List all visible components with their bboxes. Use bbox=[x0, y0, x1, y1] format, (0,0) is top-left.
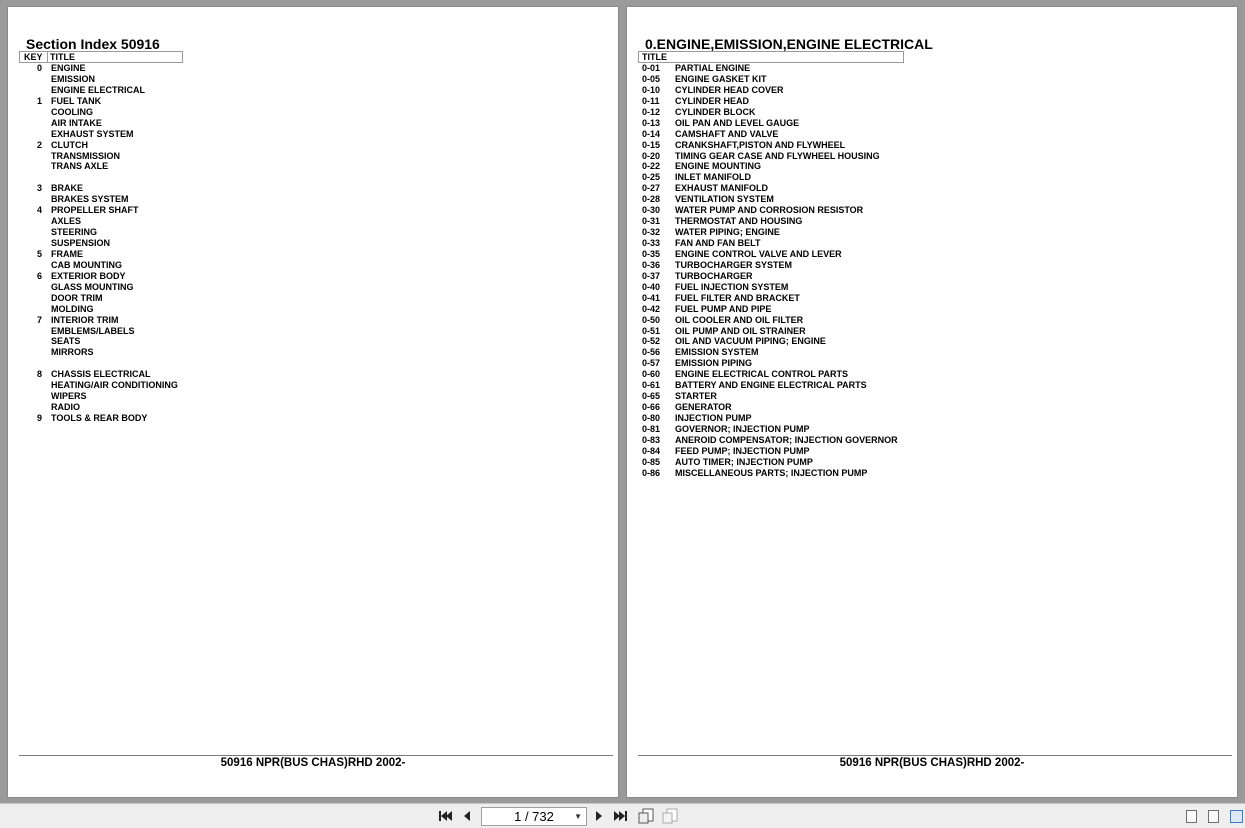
row-key: 7 bbox=[36, 314, 42, 325]
list-item[interactable] bbox=[8, 326, 618, 337]
row-title[interactable]: FUEL PUMP AND PIPE bbox=[675, 303, 772, 314]
row-title[interactable]: BRAKES SYSTEM bbox=[51, 194, 129, 205]
row-title[interactable]: EXHAUST MANIFOLD bbox=[675, 183, 768, 194]
list-item[interactable] bbox=[627, 315, 1237, 326]
list-item[interactable] bbox=[8, 172, 618, 183]
list-item[interactable] bbox=[627, 216, 1237, 227]
row-title[interactable]: EMISSION bbox=[51, 73, 96, 84]
list-item[interactable] bbox=[627, 249, 1237, 260]
row-title[interactable]: STEERING bbox=[51, 227, 98, 238]
row-title[interactable]: SUSPENSION bbox=[51, 238, 111, 248]
row-key: 5 bbox=[36, 248, 42, 259]
row-title[interactable]: CYLINDER HEAD COVER bbox=[675, 84, 784, 95]
single-page-view-icon[interactable] bbox=[1186, 810, 1197, 823]
list-item[interactable] bbox=[8, 183, 618, 194]
continuous-view-icon[interactable] bbox=[1208, 810, 1219, 823]
row-key: 6 bbox=[36, 270, 42, 281]
row-code: 0-56 bbox=[642, 347, 661, 358]
row-title[interactable]: TRANS AXLE bbox=[51, 161, 109, 172]
header-title: TITLE bbox=[50, 52, 75, 62]
row-code: 0-25 bbox=[642, 172, 661, 183]
row-title[interactable]: ENGINE MOUNTING bbox=[675, 161, 762, 172]
row-title[interactable]: GOVERNOR; INJECTION PUMP bbox=[675, 423, 810, 434]
list-item[interactable] bbox=[8, 194, 618, 205]
list-item[interactable] bbox=[8, 227, 618, 238]
row-code: 0-37 bbox=[642, 270, 661, 281]
list-item[interactable] bbox=[627, 129, 1237, 140]
row-code: 0-10 bbox=[642, 84, 661, 95]
row-title[interactable]: PROPELLER SHAFT bbox=[51, 205, 139, 216]
list-item[interactable] bbox=[8, 96, 618, 107]
row-code: 0-11 bbox=[642, 95, 660, 106]
row-code: 0-85 bbox=[642, 456, 661, 467]
row-title[interactable]: MISCELLANEOUS PARTS; INJECTION PUMP bbox=[675, 467, 868, 478]
list-item[interactable] bbox=[627, 282, 1237, 293]
row-code: 0-42 bbox=[642, 303, 661, 314]
row-title[interactable]: TURBOCHARGER bbox=[675, 270, 753, 281]
list-item[interactable] bbox=[627, 74, 1237, 85]
list-item[interactable] bbox=[627, 446, 1237, 457]
row-title[interactable]: ENGINE ELECTRICAL CONTROL PARTS bbox=[675, 369, 849, 380]
list-item[interactable] bbox=[8, 380, 618, 391]
row-title[interactable]: DOOR TRIM bbox=[51, 292, 103, 303]
row-title[interactable]: TURBOCHARGER SYSTEM bbox=[675, 259, 793, 270]
row-title[interactable]: EMBLEMS/LABELS bbox=[51, 325, 135, 336]
row-code: 0-50 bbox=[642, 314, 661, 325]
row-title[interactable]: GENERATOR bbox=[675, 402, 732, 413]
list-item[interactable] bbox=[8, 151, 618, 162]
list-item[interactable] bbox=[8, 216, 618, 227]
row-title[interactable]: ENGINE CONTROL VALVE AND LEVER bbox=[675, 248, 842, 259]
row-key: 4 bbox=[36, 205, 42, 216]
list-item[interactable] bbox=[8, 347, 618, 358]
page-indicator: 1 / 732 bbox=[514, 809, 554, 824]
row-title[interactable]: FUEL FILTER AND BRACKET bbox=[675, 292, 800, 303]
row-code: 0-31 bbox=[642, 216, 661, 227]
row-title[interactable]: ENGINE ELECTRICAL bbox=[51, 84, 146, 95]
list-item[interactable] bbox=[8, 85, 618, 96]
row-title[interactable]: FEED PUMP; INJECTION PUMP bbox=[675, 445, 810, 456]
row-code: 0-83 bbox=[642, 434, 661, 445]
row-code: 0-05 bbox=[642, 73, 661, 84]
parts-index-list bbox=[627, 63, 1237, 479]
row-title[interactable]: EXHAUST SYSTEM bbox=[51, 128, 134, 139]
row-title[interactable]: RADIO bbox=[51, 402, 80, 413]
footer-divider bbox=[638, 755, 1232, 756]
row-title[interactable]: FRAME bbox=[51, 248, 83, 259]
page-left bbox=[7, 6, 619, 798]
page-number-select[interactable] bbox=[481, 807, 587, 826]
list-item[interactable] bbox=[8, 249, 618, 260]
list-item[interactable] bbox=[8, 238, 618, 249]
section-index-list bbox=[8, 63, 618, 424]
row-title[interactable]: PARTIAL ENGINE bbox=[675, 63, 751, 73]
list-item[interactable] bbox=[627, 391, 1237, 402]
facing-pages-view-icon[interactable] bbox=[1230, 810, 1243, 823]
next-page-icon[interactable] bbox=[590, 808, 608, 824]
list-item[interactable] bbox=[627, 227, 1237, 238]
list-item[interactable] bbox=[627, 380, 1237, 391]
list-item[interactable] bbox=[627, 402, 1237, 413]
row-title[interactable]: OIL COOLER AND OIL FILTER bbox=[675, 314, 804, 325]
row-code: 0-15 bbox=[642, 139, 661, 150]
list-item[interactable] bbox=[8, 129, 618, 140]
list-item[interactable] bbox=[627, 369, 1237, 380]
list-item[interactable] bbox=[627, 151, 1237, 162]
footer-divider bbox=[19, 755, 613, 756]
list-item[interactable] bbox=[8, 402, 618, 413]
row-code: 0-52 bbox=[642, 336, 661, 347]
list-item[interactable] bbox=[627, 347, 1237, 358]
list-item[interactable] bbox=[627, 205, 1237, 216]
fit-width-icon[interactable] bbox=[661, 808, 679, 824]
row-title[interactable]: AIR INTAKE bbox=[51, 117, 102, 128]
row-code: 0-12 bbox=[642, 106, 661, 117]
row-title[interactable]: WIPERS bbox=[51, 391, 87, 402]
row-key: 1 bbox=[36, 95, 42, 106]
list-item[interactable] bbox=[627, 326, 1237, 337]
row-code: 0-57 bbox=[642, 358, 661, 369]
row-title[interactable]: VENTILATION SYSTEM bbox=[675, 194, 774, 205]
list-item[interactable] bbox=[627, 424, 1237, 435]
row-title[interactable]: AUTO TIMER; INJECTION PUMP bbox=[675, 456, 813, 467]
row-code: 0-20 bbox=[642, 150, 661, 161]
list-item[interactable] bbox=[627, 118, 1237, 129]
row-title[interactable]: CAB MOUNTING bbox=[51, 259, 122, 270]
list-item[interactable] bbox=[8, 205, 618, 216]
list-item[interactable] bbox=[8, 369, 618, 380]
row-code: 0-81 bbox=[642, 423, 661, 434]
list-item[interactable] bbox=[8, 140, 618, 151]
row-code: 0-66 bbox=[642, 402, 661, 413]
table-header bbox=[638, 51, 904, 63]
row-code: 0-13 bbox=[642, 117, 661, 128]
row-code: 0-86 bbox=[642, 467, 661, 478]
list-item[interactable] bbox=[627, 260, 1237, 271]
header-title: TITLE bbox=[642, 52, 667, 62]
row-key: 8 bbox=[36, 369, 42, 380]
list-item[interactable] bbox=[627, 96, 1237, 107]
row-title[interactable]: TIMING GEAR CASE AND FLYWHEEL HOUSING bbox=[675, 150, 880, 161]
row-title[interactable]: WATER PIPING; ENGINE bbox=[675, 227, 780, 238]
row-code: 0-51 bbox=[642, 325, 661, 336]
row-key: 9 bbox=[36, 413, 42, 423]
row-title[interactable]: ENGINE bbox=[51, 63, 86, 73]
list-item[interactable] bbox=[8, 358, 618, 369]
row-title[interactable]: CAMSHAFT AND VALVE bbox=[675, 128, 779, 139]
page-right bbox=[626, 6, 1238, 798]
list-item[interactable] bbox=[627, 194, 1237, 205]
list-item[interactable] bbox=[627, 161, 1237, 172]
section-title: Section Index 50916 bbox=[26, 36, 160, 52]
list-item[interactable] bbox=[627, 271, 1237, 282]
list-item[interactable] bbox=[627, 293, 1237, 304]
page-footer: 50916 NPR(BUS CHAS)RHD 2002- bbox=[839, 757, 1025, 769]
list-item[interactable] bbox=[8, 63, 618, 74]
row-title[interactable]: INJECTION PUMP bbox=[675, 413, 752, 423]
list-item[interactable] bbox=[8, 107, 618, 118]
row-code: 0-40 bbox=[642, 281, 661, 292]
list-item[interactable] bbox=[627, 413, 1237, 424]
row-code: 0-01 bbox=[642, 63, 661, 73]
list-item[interactable] bbox=[8, 260, 618, 271]
row-code: 0-14 bbox=[642, 128, 661, 139]
row-key: 2 bbox=[36, 139, 42, 150]
row-code: 0-22 bbox=[642, 161, 661, 172]
row-title[interactable]: AXLES bbox=[51, 216, 82, 227]
row-code: 0-84 bbox=[642, 445, 661, 456]
row-title[interactable]: THERMOSTAT AND HOUSING bbox=[675, 216, 803, 227]
row-title[interactable]: WATER PUMP AND CORROSION RESISTOR bbox=[675, 205, 864, 216]
row-code: 0-32 bbox=[642, 227, 661, 238]
list-item[interactable] bbox=[627, 107, 1237, 118]
list-item[interactable] bbox=[627, 63, 1237, 74]
row-title[interactable]: HEATING/AIR CONDITIONING bbox=[51, 380, 178, 391]
row-title[interactable]: EMISSION SYSTEM bbox=[675, 347, 759, 358]
row-title[interactable]: ENGINE GASKET KIT bbox=[675, 73, 767, 84]
row-title[interactable]: CYLINDER BLOCK bbox=[675, 106, 756, 117]
chevron-down-icon[interactable]: ▼ bbox=[574, 812, 582, 821]
row-code: 0-41 bbox=[642, 292, 661, 303]
list-item[interactable] bbox=[8, 413, 618, 424]
list-item[interactable] bbox=[8, 118, 618, 129]
list-item[interactable] bbox=[8, 282, 618, 293]
list-item[interactable] bbox=[627, 435, 1237, 446]
row-title[interactable]: FUEL TANK bbox=[51, 95, 102, 106]
row-code: 0-33 bbox=[642, 238, 661, 248]
row-title[interactable]: CHASSIS ELECTRICAL bbox=[51, 369, 151, 380]
last-page-icon[interactable] bbox=[612, 808, 630, 824]
row-title[interactable]: EMISSION PIPING bbox=[675, 358, 753, 369]
header-key: KEY bbox=[24, 52, 43, 62]
row-code: 0-61 bbox=[642, 380, 661, 391]
row-title[interactable]: BRAKE bbox=[51, 183, 84, 194]
list-item[interactable] bbox=[627, 304, 1237, 315]
page-footer: 50916 NPR(BUS CHAS)RHD 2002- bbox=[220, 757, 406, 769]
row-title[interactable]: GLASS MOUNTING bbox=[51, 281, 134, 292]
list-item[interactable] bbox=[8, 293, 618, 304]
row-code: 0-27 bbox=[642, 183, 661, 194]
row-title[interactable]: CRANKSHAFT,PISTON AND FLYWHEEL bbox=[675, 139, 846, 150]
list-item[interactable] bbox=[627, 468, 1237, 479]
row-code: 0-28 bbox=[642, 194, 661, 205]
row-code: 0-60 bbox=[642, 369, 661, 380]
row-title[interactable]: OIL AND VACUUM PIPING; ENGINE bbox=[675, 336, 826, 347]
row-code: 0-65 bbox=[642, 391, 661, 402]
fit-page-icon[interactable] bbox=[637, 808, 655, 824]
row-title[interactable]: COOLING bbox=[51, 106, 93, 117]
list-item[interactable] bbox=[627, 85, 1237, 96]
list-item[interactable] bbox=[627, 238, 1237, 249]
list-item[interactable] bbox=[627, 336, 1237, 347]
row-title[interactable]: SEATS bbox=[51, 336, 81, 347]
list-item[interactable] bbox=[8, 336, 618, 347]
list-item[interactable] bbox=[627, 358, 1237, 369]
list-item[interactable] bbox=[8, 304, 618, 315]
navigation-toolbar bbox=[0, 803, 1245, 828]
row-title[interactable]: TRANSMISSION bbox=[51, 150, 121, 161]
row-key: 0 bbox=[36, 63, 42, 73]
row-title[interactable]: TOOLS & REAR BODY bbox=[51, 413, 148, 423]
list-item[interactable] bbox=[627, 140, 1237, 151]
row-title[interactable]: MOLDING bbox=[51, 303, 94, 314]
table-header bbox=[19, 51, 183, 63]
row-code: 0-36 bbox=[642, 259, 661, 270]
section-title: 0.ENGINE,EMISSION,ENGINE ELECTRICAL bbox=[645, 36, 933, 52]
row-title[interactable]: STARTER bbox=[675, 391, 717, 402]
row-title[interactable]: FAN AND FAN BELT bbox=[675, 238, 761, 248]
row-code: 0-35 bbox=[642, 248, 661, 259]
row-title[interactable]: OIL PAN AND LEVEL GAUGE bbox=[675, 117, 800, 128]
row-title[interactable]: INTERIOR TRIM bbox=[51, 314, 119, 325]
row-title[interactable]: MIRRORS bbox=[51, 347, 94, 358]
previous-page-icon[interactable] bbox=[458, 808, 476, 824]
list-item[interactable] bbox=[8, 315, 618, 326]
row-title[interactable]: CLUTCH bbox=[51, 139, 88, 150]
list-item[interactable] bbox=[627, 183, 1237, 194]
list-item[interactable] bbox=[8, 161, 618, 172]
row-title[interactable]: INLET MANIFOLD bbox=[675, 172, 751, 183]
row-title[interactable]: FUEL INJECTION SYSTEM bbox=[675, 281, 789, 292]
row-title[interactable]: CYLINDER HEAD bbox=[675, 95, 750, 106]
header-divider bbox=[47, 52, 48, 62]
list-item[interactable] bbox=[8, 271, 618, 282]
row-key: 3 bbox=[36, 183, 42, 194]
row-title[interactable]: ANEROID COMPENSATOR; INJECTION GOVERNOR bbox=[675, 434, 898, 445]
first-page-icon[interactable] bbox=[436, 808, 454, 824]
row-title[interactable]: OIL PUMP AND OIL STRAINER bbox=[675, 325, 806, 336]
row-code: 0-30 bbox=[642, 205, 661, 216]
row-title[interactable]: BATTERY AND ENGINE ELECTRICAL PARTS bbox=[675, 380, 867, 391]
row-title[interactable]: EXTERIOR BODY bbox=[51, 270, 126, 281]
list-item[interactable] bbox=[627, 172, 1237, 183]
list-item[interactable] bbox=[627, 457, 1237, 468]
row-code: 0-80 bbox=[642, 413, 661, 423]
list-item[interactable] bbox=[8, 74, 618, 85]
list-item[interactable] bbox=[8, 391, 618, 402]
